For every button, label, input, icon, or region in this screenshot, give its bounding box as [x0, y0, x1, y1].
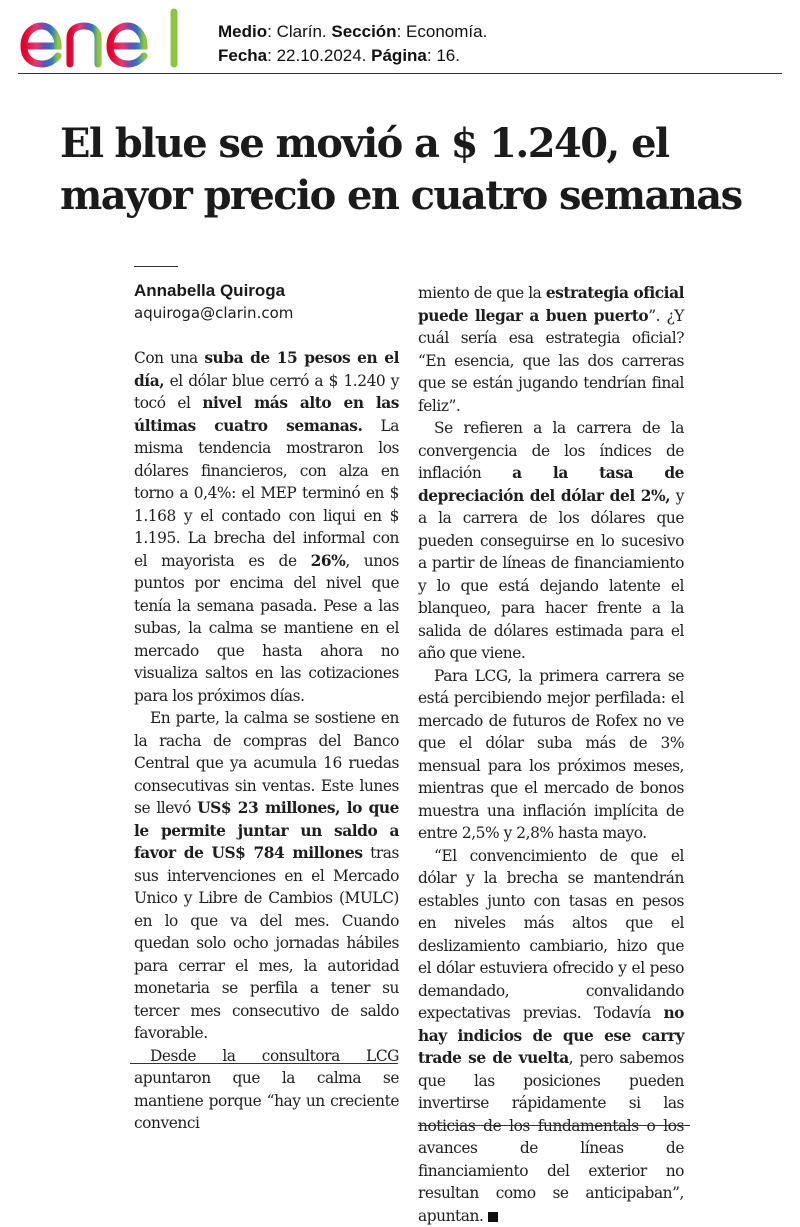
text-run: Para LCG, la primera carrera se está percibiendo mejor perfilada: el mercado de futuros de Rofex no ve que el dólar suba más de 3% mensual para los próximos meses, mientras que el mercado de bonos muestra una inflación implícita de entre 2,5% y 2,8% hasta mayo.: [418, 667, 684, 843]
paragraph: [134, 707, 399, 1045]
paragraph-continued: [418, 282, 684, 417]
text-run: , unos puntos por encima del nivel que tenía la semana pasada. Pese a las subas, la calma se mantiene en el mercado que hasta ahora no visualiza saltos en las cotizaciones para los próximos días.: [134, 552, 399, 705]
bold-run: estrategia oficial puede llegar a buen puerto: [418, 284, 684, 325]
text-run: y a la carrera de los dólares que pueden conseguirse en lo sucesivo a partir de líneas de financiamiento y lo que está dejando latente el blanqueo, para hacer frente a la salida de dólares estimada para el año que viene.: [418, 487, 684, 663]
text-run: Con una: [134, 349, 204, 367]
paragraph: [418, 665, 684, 845]
header-divider: [18, 73, 782, 74]
paragraph: [418, 417, 684, 665]
enel-logo: [18, 8, 190, 70]
text-run: En parte, la calma se sostiene en la racha de compras del Banco Central que ya acumula 16 ruedas consecutivas sin ventas. Este lunes se llevó: [134, 709, 399, 817]
text-run: tras sus intervenciones en el Mercado Unico y Libre de Cambios (MULC) en lo que va del mes. Cuando quedan solo ocho jornadas hábiles para cerrar el mes, la autoridad monetaria se perfila a tener su tercer mes consecutivo de saldo favorable.: [134, 844, 399, 1042]
text-run: ”. ¿Y cuál sería esa estrategia oficial? “En esencia, que las dos carreras que se están jugando tendrían final feliz”.: [418, 307, 684, 415]
paragraph: [418, 845, 684, 1227]
article-column-1: [134, 347, 399, 1135]
paragraph: [134, 347, 399, 707]
source-meta: [218, 20, 487, 68]
column-1-end-rule: [130, 1063, 398, 1064]
text-run: La misma tendencia mostraron los dólares financieros, con alza en torno a 0,4%: el MEP terminó en $ 1.168 y el contado con liqui en $ 1.195. La brecha del informal con el mayorista es de: [134, 417, 399, 570]
bold-run: 26%: [311, 552, 346, 570]
bold-run: nivel más alto en las últimas cuatro semanas.: [134, 394, 399, 435]
byline-divider: [134, 266, 178, 267]
text-run: Desde la consultora LCG apuntaron que la calma se mantiene porque “hay un creciente convenci: [134, 1047, 399, 1133]
text-run: miento de que la: [418, 284, 546, 302]
author-email: aquiroga@clarin.com: [134, 304, 293, 322]
headline: El blue se movió a $ 1.240, el mayor precio en cuatro semanas: [60, 118, 760, 222]
end-of-article-mark: [488, 1212, 498, 1222]
text-run: , pero sabemos que las posiciones pueden invertirse rápidamente si las noticias de los fundamentals o los avances de líneas de financiamiento del exterior no resultan como se anticipaban”, apuntan.: [418, 1049, 684, 1225]
column-2-end-rule: [418, 1125, 690, 1126]
text-run: el dólar blue cerró a $ 1.240 y tocó el: [134, 372, 399, 413]
text-run: “El convencimiento de que el dólar y la brecha se mantendrán estables junto con tasas en pesos en niveles más altos que el deslizamiento cambiario, hizo que el dólar estuviera ofrecido y el peso demandado, convalidando expectativas previas. Todavía: [418, 847, 684, 1023]
bold-run: US$ 23 millones, lo que le permite juntar un saldo a favor de US$ 784 millones: [134, 799, 399, 862]
meta-line-2: Fecha: 22.10.2024. Página: 16.: [218, 44, 487, 68]
bold-run: a la tasa de depreciación del dólar del 2%,: [418, 464, 684, 505]
bold-run: no hay indicios de que ese carry trade se de vuelta: [418, 1004, 684, 1067]
paragraph: [134, 1045, 399, 1135]
article-column-2: [418, 282, 684, 1227]
bold-run: suba de 15 pesos en el día,: [134, 349, 399, 390]
author-name: Annabella Quiroga: [134, 281, 285, 301]
text-run: Se refieren a la carrera de la convergencia de los índices de inflación: [418, 419, 684, 482]
meta-line-1: Medio: Clarín. Sección: Economía.: [218, 20, 487, 44]
